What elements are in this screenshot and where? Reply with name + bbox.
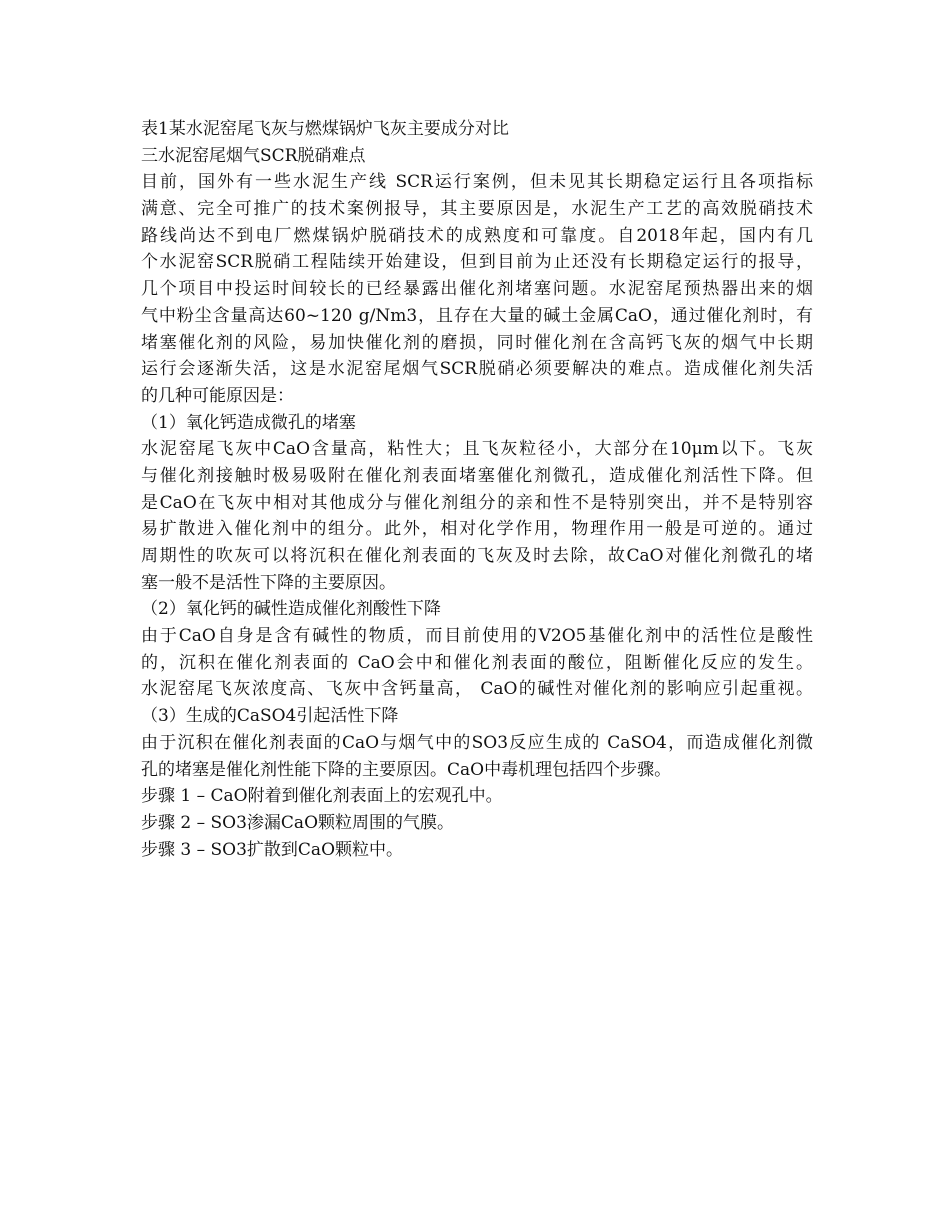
text-line: 步骤 2 – SO3渗漏CaO颗粒周围的气膜。 [141,812,455,833]
text-line: 堵塞催化剂的风险，易加快催化剂的磨损，同时催化剂在含高钙飞灰的烟气中长期 [141,332,813,353]
text-line: （1）氧化钙造成微孔的堵塞 [141,412,356,433]
text-line: 易扩散进入催化剂中的组分。此外，相对化学作用，物理作用一般是可逆的。通过 [141,519,813,540]
text-line: 气中粉尘含量高达60~120 g/Nm3，且存在大量的碱土金属CaO，通过催化剂时，有 [141,305,813,326]
text-line: 步骤 1 – CaO附着到催化剂表面上的宏观孔中。 [141,786,503,807]
text-line: （2）氧化钙的碱性造成催化剂酸性下降 [141,599,441,620]
text-line: 水泥窑尾飞灰中CaO含量高，粘性大；且飞灰粒径小，大部分在10μm以下。飞灰 [141,439,813,460]
text-line: 与催化剂接触时极易吸附在催化剂表面堵塞催化剂微孔，造成催化剂活性下降。但 [141,465,813,486]
text-line: 塞一般不是活性下降的主要原因。 [141,572,396,593]
text-line: 孔的堵塞是催化剂性能下降的主要原因。CaO中毒机理包括四个步骤。 [141,759,672,780]
text-line: 目前，国外有一些水泥生产线 SCR运行案例，但未见其长期稳定运行且各项指标 [141,172,813,193]
text-line: 的，沉积在催化剂表面的 CaO会中和催化剂表面的酸位，阻断催化反应的发生。 [141,652,813,673]
text-line: 满意、完全可推广的技术案例报导，其主要原因是，水泥生产工艺的高效脱硝技术 [141,199,813,220]
text-line: 的几种可能原因是： [141,385,294,406]
text-line: 是CaO在飞灰中相对其他成分与催化剂组分的亲和性不是特别突出，并不是特别容 [141,492,813,513]
text-line: 由于沉积在催化剂表面的CaO与烟气中的SO3反应生成的 CaSO4，而造成催化剂微 [141,732,813,753]
text-line: 运行会逐渐失活，这是水泥窑尾烟气SCR脱硝必须要解决的难点。造成催化剂失活 [141,359,813,380]
document-body [141,116,813,863]
text-line: 表1某水泥窑尾飞灰与燃煤锅炉飞灰主要成分对比 [141,119,509,139]
text-line: 几个项目中投运时间较长的已经暴露出催化剂堵塞问题。水泥窑尾预热器出来的烟 [141,279,813,300]
text-line: （3）生成的CaSO4引起活性下降 [141,706,399,727]
text-line: 三水泥窑尾烟气SCR脱硝难点 [141,145,366,166]
text-line: 步骤 3 – SO3扩散到CaO颗粒中。 [141,839,404,860]
text-line: 周期性的吹灰可以将沉积在催化剂表面的飞灰及时去除，故CaO对催化剂微孔的堵 [141,546,813,566]
text-line: 由于CaO自身是含有碱性的物质，而目前使用的V2O5基催化剂中的活性位是酸性 [141,626,813,647]
text-line: 水泥窑尾飞灰浓度高、飞灰中含钙量高， CaO的碱性对催化剂的影响应引起重视。 [141,679,813,700]
text-line: 路线尚达不到电厂燃煤锅炉脱硝技术的成熟度和可靠度。自2018年起，国内有几 [141,225,813,246]
text-line: 个水泥窑SCR脱硝工程陆续开始建设，但到目前为止还没有长期稳定运行的报导， [141,252,813,273]
